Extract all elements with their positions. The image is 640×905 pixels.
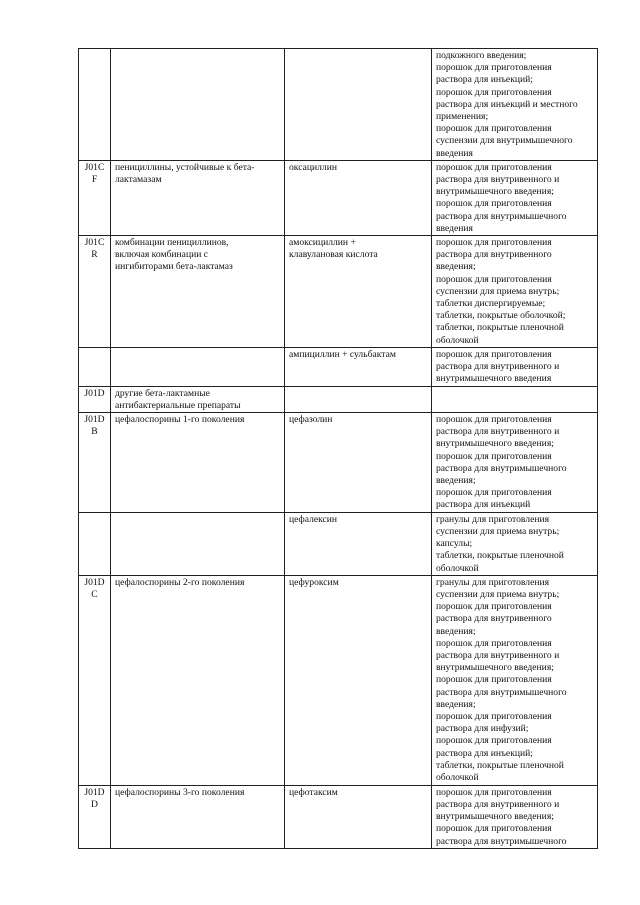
inn-cell: цефазолин — [285, 413, 432, 513]
inn-cell: амоксициллин + клавулановая кислота — [285, 236, 432, 348]
atc-code-cell — [79, 49, 111, 161]
table-row — [79, 386, 598, 412]
atc-group-cell: другие бета-лактамные антибактериальные препараты — [111, 386, 285, 412]
atc-group-cell — [111, 348, 285, 387]
dosage-forms-cell: гранулы для приготовления суспензии для приема внутрь; порошок для приготовления раствора для внутривенного введения; порошок для приготовления раствора для внутривенного и внутримышечного введения; порошок для приготовления раствора для внутримышечного введения; порошок для приготовления раствора для инфузий; порошок для приготовления раствора для инъекций; таблетки, покрытые пленочной оболочкой — [432, 575, 598, 785]
dosage-forms-cell — [432, 386, 598, 412]
table-row — [79, 160, 598, 235]
atc-code-cell: J01D — [79, 386, 111, 412]
dosage-forms-cell: порошок для приготовления раствора для внутривенного введения; порошок для приготовления суспензии для приема внутрь; таблетки диспергируемые; таблетки, покрытые оболочкой; таблетки, покрытые пленочной оболочкой — [432, 236, 598, 348]
table-row — [79, 785, 598, 848]
atc-code-cell: J01C R — [79, 236, 111, 348]
atc-code-cell — [79, 348, 111, 387]
dosage-forms-cell: гранулы для приготовления суспензии для приема внутрь; капсулы; таблетки, покрытые пленочной оболочкой — [432, 512, 598, 575]
atc-code-cell: J01D D — [79, 785, 111, 848]
inn-cell: цефуроксим — [285, 575, 432, 785]
table-row — [79, 512, 598, 575]
dosage-forms-cell: порошок для приготовления раствора для внутривенного и внутримышечного введения; порошок для приготовления раствора для внутримышечного введения — [432, 160, 598, 235]
drug-table — [78, 48, 598, 849]
dosage-forms-cell: порошок для приготовления раствора для внутривенного и внутримышечного введения; порошок для приготовления раствора для внутримышечного введения; порошок для приготовления раствора для инъекций — [432, 413, 598, 513]
inn-cell: ампициллин + сульбактам — [285, 348, 432, 387]
atc-group-cell: цефалоспорины 1-го поколения — [111, 413, 285, 513]
atc-group-cell: цефалоспорины 2-го поколения — [111, 575, 285, 785]
atc-code-cell: J01C F — [79, 160, 111, 235]
table-row — [79, 575, 598, 785]
table-row — [79, 348, 598, 387]
inn-cell — [285, 49, 432, 161]
dosage-forms-cell: порошок для приготовления раствора для внутривенного и внутримышечного введения; порошок для приготовления раствора для внутримышечного — [432, 785, 598, 848]
inn-cell: цефотаксим — [285, 785, 432, 848]
table-row — [79, 413, 598, 513]
atc-group-cell: цефалоспорины 3-го поколения — [111, 785, 285, 848]
atc-group-cell: пенициллины, устойчивые к бета- лактамазам — [111, 160, 285, 235]
dosage-forms-cell: порошок для приготовления раствора для внутривенного и внутримышечного введения — [432, 348, 598, 387]
inn-cell: оксациллин — [285, 160, 432, 235]
atc-code-cell: J01D C — [79, 575, 111, 785]
atc-group-cell — [111, 512, 285, 575]
atc-group-cell — [111, 49, 285, 161]
atc-code-cell: J01D B — [79, 413, 111, 513]
atc-group-cell: комбинации пенициллинов, включая комбинации с ингибиторами бета-лактамаз — [111, 236, 285, 348]
inn-cell — [285, 386, 432, 412]
atc-code-cell — [79, 512, 111, 575]
table-row — [79, 49, 598, 161]
dosage-forms-cell: подкожного введения; порошок для приготовления раствора для инъекций; порошок для приготовления раствора для инъекций и местного применения; порошок для приготовления суспензии для внутримышечного введения — [432, 49, 598, 161]
table-row — [79, 236, 598, 348]
inn-cell: цефалексин — [285, 512, 432, 575]
